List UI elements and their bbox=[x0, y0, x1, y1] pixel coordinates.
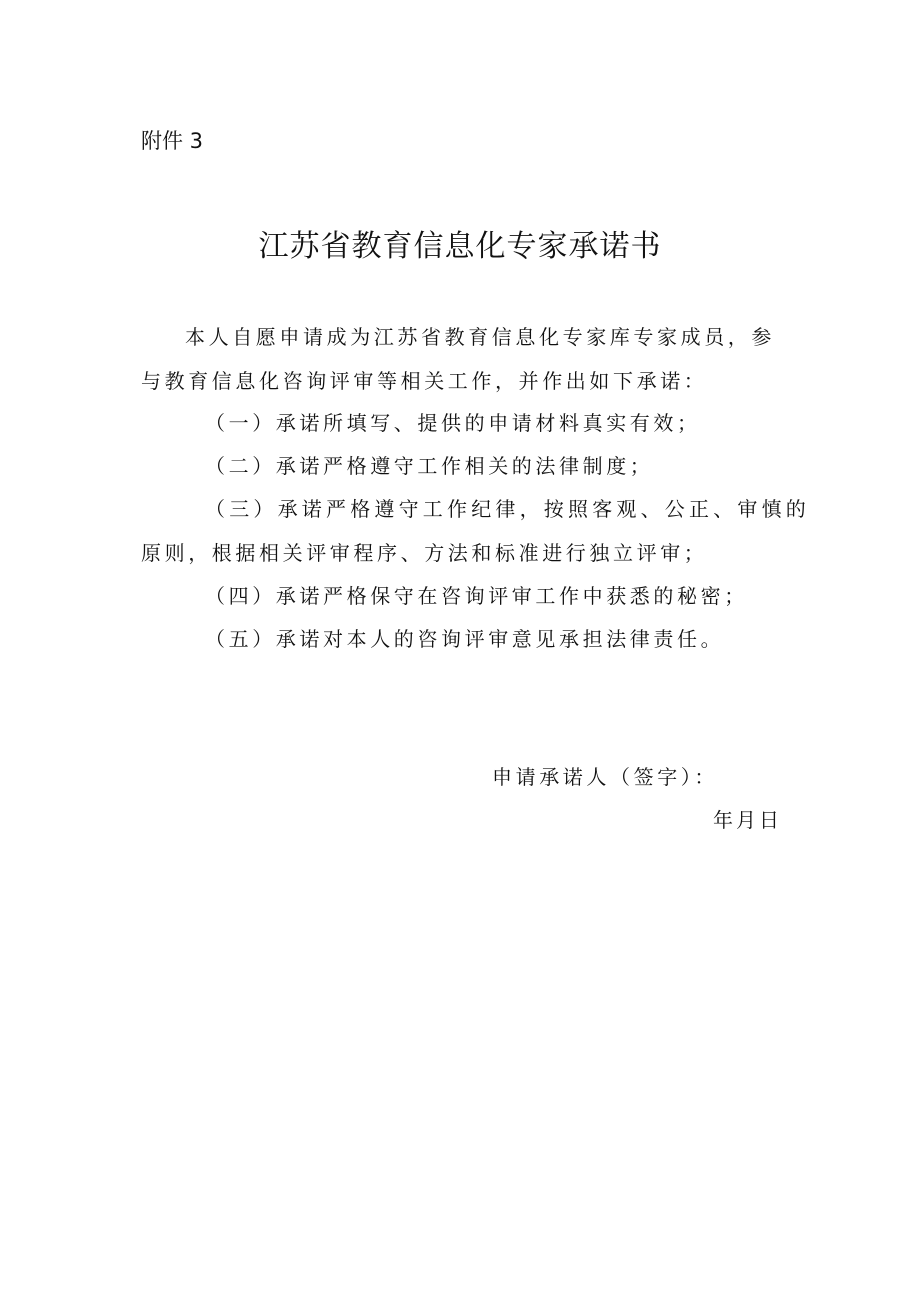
intro-paragraph-line-2: 与教育信息化咨询评审等相关工作，并作出如下承诺： bbox=[141, 369, 708, 393]
commitment-item-1: （一）承诺所填写、提供的申请材料真实有效； bbox=[205, 411, 701, 435]
date-label: 年月日 bbox=[713, 808, 782, 832]
signature-label: 申请承诺人（签字）： bbox=[492, 765, 718, 789]
intro-paragraph-line-1: 本人自愿申请成为江苏省教育信息化专家库专家成员，参 bbox=[185, 325, 775, 349]
commitment-item-2: （二）承诺严格遵守工作相关的法律制度； bbox=[205, 454, 654, 478]
commitment-item-3: （三）承诺严格遵守工作纪律，按照客观、公正、审慎的 bbox=[205, 497, 810, 521]
commitment-item-3-continuation: 原则，根据相关评审程序、方法和标准进行独立评审； bbox=[141, 541, 708, 565]
commitment-item-4: （四）承诺严格保守在咨询评审工作中获悉的秘密； bbox=[205, 584, 748, 608]
document-title: 江苏省教育信息化专家承诺书 bbox=[258, 229, 662, 264]
commitment-item-5: （五）承诺对本人的咨询评审意见承担法律责任。 bbox=[205, 627, 725, 651]
attachment-label: 附件 3 bbox=[141, 129, 204, 153]
